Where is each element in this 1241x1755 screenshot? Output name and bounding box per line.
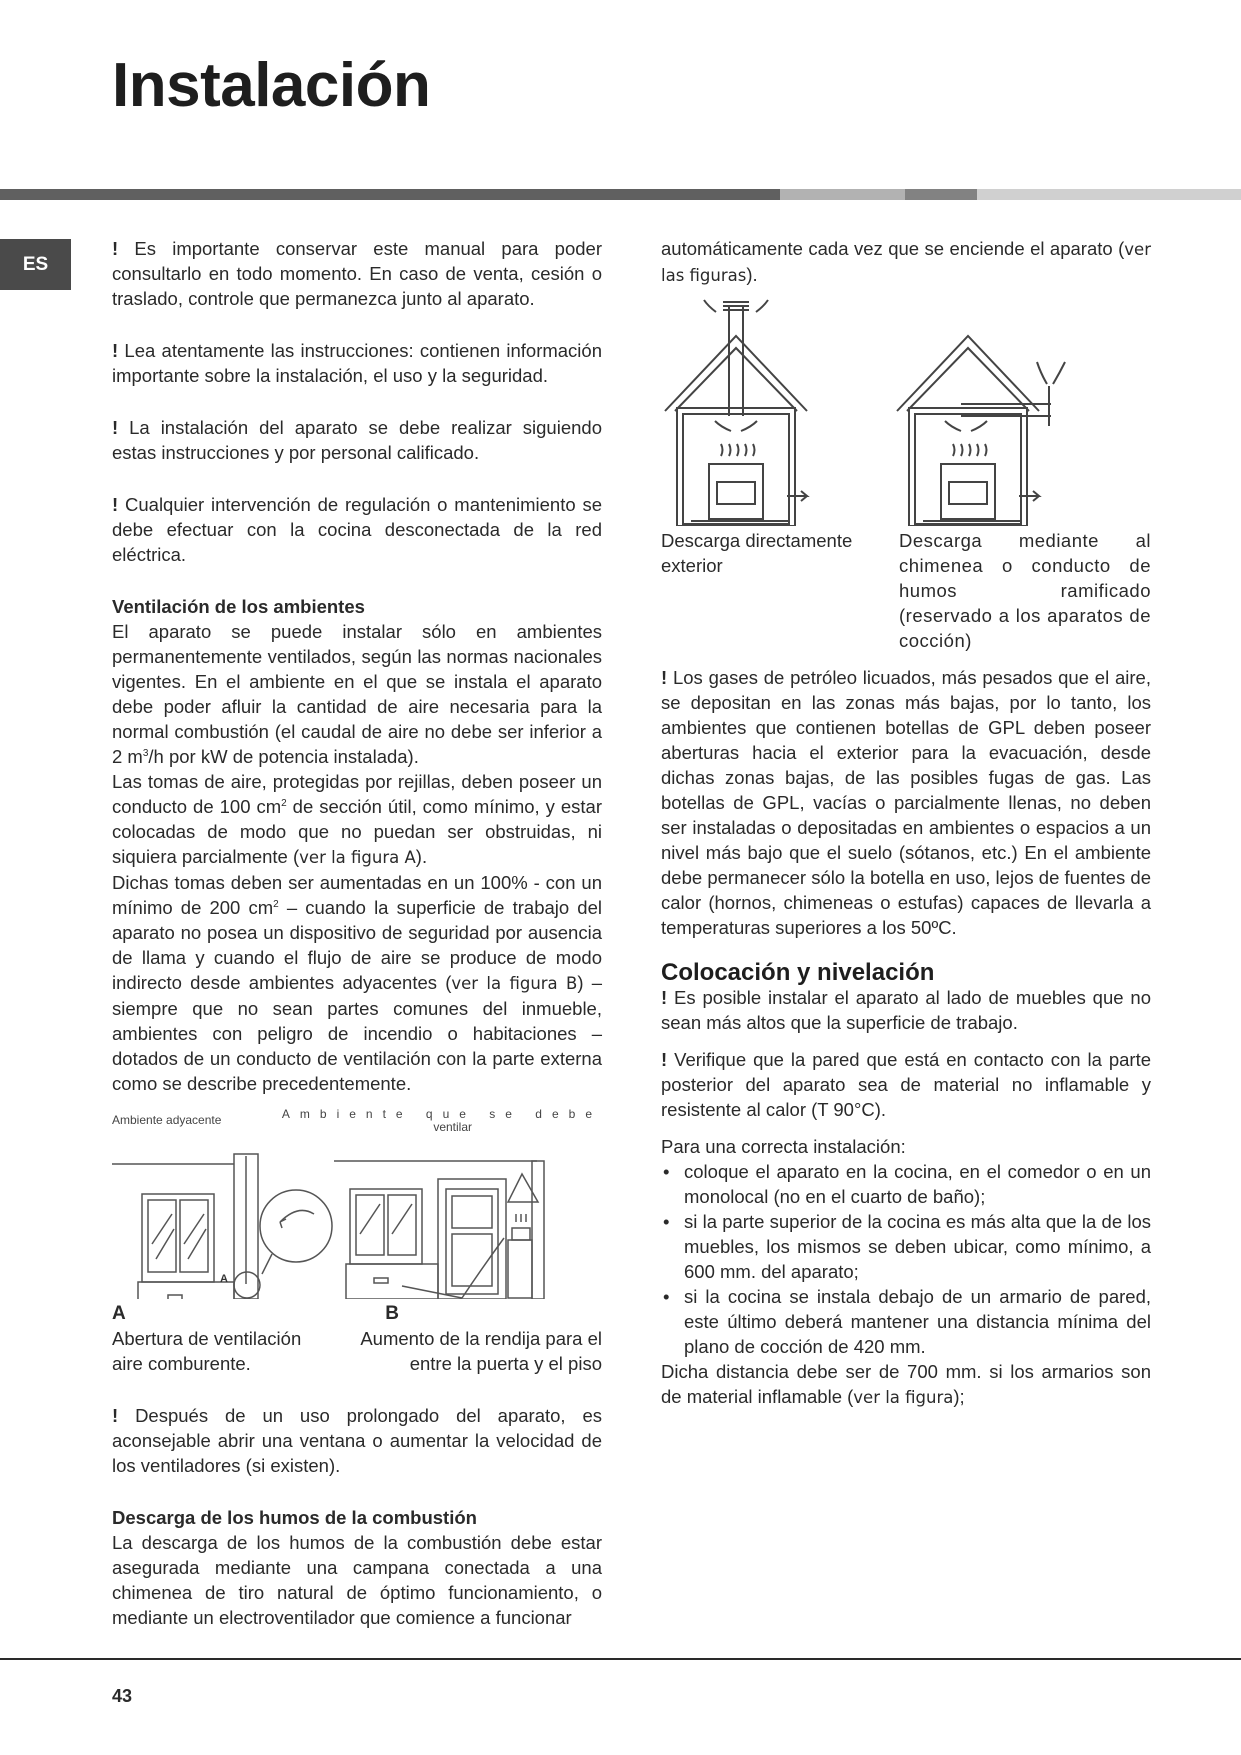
caption-letter-a: A xyxy=(112,1303,126,1324)
note-lpg: ! Los gases de petróleo licuados, más pesados que el aire, se depositan en las zonas más bajas, por lo tanto, los ambientes que contienen botellas de GPL deben poseer aberturas hacia el exterior para la evacuación, desde dichas zonas bajas, de las posibles fugas de gas. Las botellas de GPL, vacías o parcialmente llenas, no deben ser instaladas o depositadas en ambientes o espacios a un nivel más bajo que el suelo (sótanos, etc.) En el ambiente debe permanecer sólo la botella en uso, lejos de fuentes de calor (hornos, chimeneas o estufas) capaces de llevarla a temperaturas superiores a los 50ºC. xyxy=(661,667,1151,938)
header-bar-light xyxy=(780,189,905,200)
page-title: Instalación xyxy=(112,51,431,120)
distance-paragraph: Dicha distancia debe ser de 700 mm. si los armarios son de material inflamable (ver la figura); xyxy=(661,1361,1151,1407)
note-read-instructions: ! Lea atentamente las instrucciones: contienen información importante sobre la instalación, el uso y la seguridad. xyxy=(112,340,602,386)
list-item: • si la cocina se instala debajo de un armario de pared, este último deberá mantener una distancia mínima del plano de cocción de 420 mm. xyxy=(661,1284,1151,1359)
warning-icon: ! xyxy=(661,987,675,1008)
warning-icon: ! xyxy=(112,417,130,438)
fumes-continuation: automáticamente cada vez que se enciende el aparato (ver las figuras). xyxy=(661,238,1151,285)
list-item: • si la parte superior de la cocina es más alta que la de los muebles, los mismos se deben ubicar, como mínimo, a 600 mm. del aparato; xyxy=(661,1209,1151,1284)
heading-ventilation: Ventilación de los ambientes xyxy=(112,596,365,617)
label-adjacent-room: Ambiente adyacente xyxy=(112,1113,222,1127)
svg-text:A: A xyxy=(220,1273,228,1285)
ventilation-paragraph-2: Las tomas de aire, protegidas por rejillas, deben poseer un conducto de 100 $cm^2$ de sección útil, como mínimo, y estar colocadas de modo que no puedan ser obstruidas, ni siquiera parcialmente (ver la figura A). xyxy=(112,771,603,867)
note-wall: ! Verifique que la pared que está en contacto con la parte posterior del aparato sea de material no inflamable y resistente al calor (T 90°C). xyxy=(661,1049,1151,1120)
exhaust-captions xyxy=(661,528,1151,653)
header-bar-mid xyxy=(905,189,977,200)
warning-icon: ! xyxy=(112,1405,136,1426)
page-number: 43 xyxy=(112,1686,133,1706)
note-maintenance: ! Cualquier intervención de regulación o mantenimiento se debe efectuar con la cocina desconectada de la red eléctrica. xyxy=(112,494,603,565)
ventilation-paragraph-1: El aparato se puede instalar sólo en ambientes permanentemente ventilados, según las normas nacionales vigentes. En el ambiente en el que se instala el aparato debe poder afluir la cantidad de aire necesaria para la normal combustión (el caudal de aire no debe ser inferior a 2 $m^3/h$ por kW de potencia instalada). xyxy=(112,621,602,767)
note-prolonged-use: ! Después de un uso prolongado del aparato, es aconsejable abrir una ventana o aumentar la velocidad de los ventiladores (si existen). xyxy=(112,1405,602,1476)
caption-a: Abertura de ventilación aire comburente. xyxy=(112,1328,302,1374)
warning-icon: ! xyxy=(112,340,125,361)
note-installation: ! La instalación del aparato se debe realizar siguiendo estas instrucciones y por personal calificado. xyxy=(112,417,602,463)
warning-icon: ! xyxy=(661,667,673,688)
caption-b: Aumento de la rendija para el entre la puerta y el piso xyxy=(360,1328,602,1374)
note-furniture: ! Es posible instalar el aparato al lado de muebles que no sean más altos que la superficie de trabajo. xyxy=(661,987,1151,1033)
heading-positioning: Colocación y nivelación xyxy=(661,959,935,986)
caption-letter-b: B xyxy=(385,1303,399,1324)
caption-chimney-exhaust: Descarga mediante al chimenea o conducto de humos ramificado (reservado a los aparatos de cocción) xyxy=(899,530,1151,651)
warning-icon: ! xyxy=(112,238,135,259)
warning-icon: ! xyxy=(112,494,125,515)
language-tab: ES xyxy=(0,239,71,290)
figure-captions-letters xyxy=(112,1301,602,1326)
header-bar-pale xyxy=(977,189,1241,200)
list-item: • coloque el aparato en la cocina, en el comedor o en un monolocal (no en el cuarto de baño); xyxy=(661,1159,1151,1209)
warning-icon: ! xyxy=(661,1049,675,1070)
ventilation-paragraph-3: Dichas tomas deben ser aumentadas en un 100% - con un mínimo de 200 $cm^2$ – cuando la superficie de trabajo del aparato no posea un dispositivo de seguridad por ausencia de llama y cuando el flujo de aire se produce de modo indirecto desde ambientes adyacentes (ver la figura B) – siempre que no sean partes comunes del inmueble, ambientes con peligro de incendio o habitaciones – dotados de un conducto de ventilación con la parte externa como se describe precedentemente. xyxy=(112,872,603,1094)
note-conserve-manual: ! Es importante conservar este manual para poder consultarlo en todo momento. En caso de venta, cesión o traslado, controle que permanezca junto al aparato. xyxy=(112,238,602,309)
heading-combustion-fumes: Descarga de los humos de la combustión xyxy=(112,1507,477,1528)
label-room-to-ventilate: Ambiente que se debe ventilar xyxy=(281,1107,602,1134)
header-bar-dark xyxy=(0,189,780,200)
installation-list xyxy=(661,1159,1151,1359)
caption-direct-exhaust: Descarga directamente exterior xyxy=(661,530,853,576)
left-column xyxy=(112,236,602,1630)
installation-intro: Para una correcta instalación: xyxy=(661,1136,906,1157)
ventilation-figure-labels xyxy=(112,1108,602,1134)
combustion-fumes-paragraph: La descarga de los humos de la combustión debe estar asegurada mediante una campana conectada a una chimenea de tiro natural de óptimo funcionamiento, o mediante un electroventilador que comience a funcionar xyxy=(112,1532,602,1628)
footer-rule xyxy=(0,1658,1241,1660)
ventilation-figure xyxy=(112,1134,602,1299)
exhaust-figures xyxy=(661,296,1151,526)
figure-captions xyxy=(112,1326,602,1376)
right-column xyxy=(661,236,1151,1410)
